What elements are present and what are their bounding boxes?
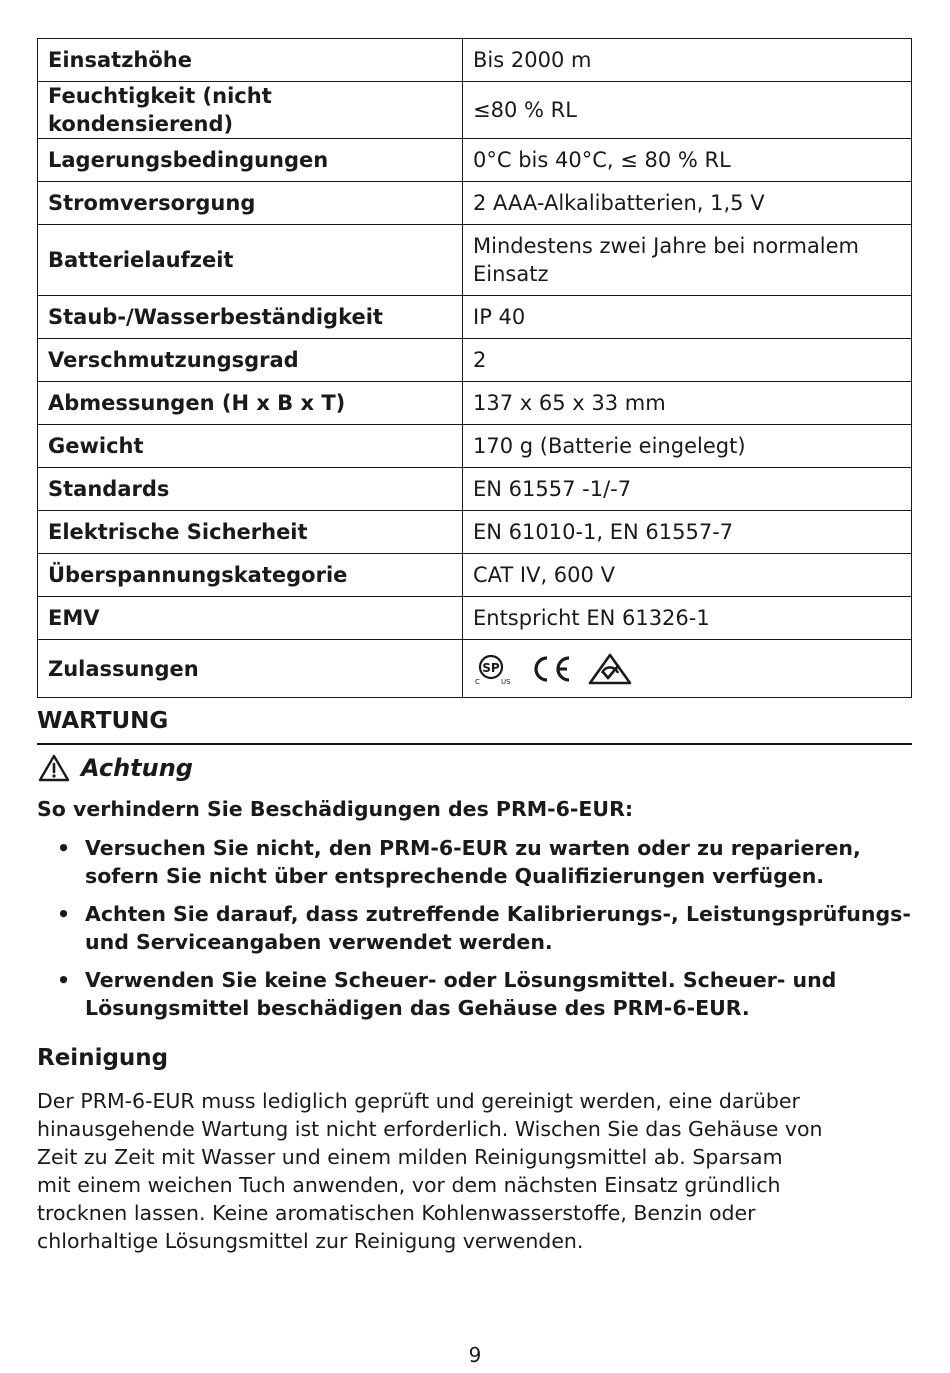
spec-label: Standards — [38, 468, 463, 511]
spec-value: Bis 2000 m — [463, 39, 912, 82]
spec-label: Zulassungen — [38, 640, 463, 698]
spec-label: Abmessungen (H x B x T) — [38, 382, 463, 425]
spec-label: Staub-/Wasserbeständigkeit — [38, 296, 463, 339]
spec-value: Entspricht EN 61326-1 — [463, 597, 912, 640]
certification-marks — [473, 652, 901, 686]
table-row — [38, 597, 912, 640]
list-item — [37, 834, 912, 890]
table-row — [38, 554, 912, 597]
list-item-text: Verwenden Sie keine Scheuer- oder Lösungsmittel. Scheuer- und Lösungsmittel beschädigen das Gehäuse des PRM-6-EUR. — [85, 968, 837, 1020]
table-row — [38, 511, 912, 554]
spec-label: Gewicht — [38, 425, 463, 468]
rcm-mark-icon — [587, 652, 633, 686]
table-row — [38, 468, 912, 511]
spec-value: 0°C bis 40°C, ≤ 80 % RL — [463, 139, 912, 182]
spec-label: Batterielaufzeit — [38, 225, 463, 296]
spec-label: Überspannungskategorie — [38, 554, 463, 597]
caution-title: Achtung — [81, 754, 193, 782]
bullet-icon: • — [57, 968, 71, 992]
spec-value: 2 AAA-Alkalibatterien, 1,5 V — [463, 182, 912, 225]
spec-value: 137 x 65 x 33 mm — [463, 382, 912, 425]
caution-intro: So verhindern Sie Beschädigungen des PRM-6-EUR: — [37, 797, 634, 821]
table-row — [38, 139, 912, 182]
table-row — [38, 339, 912, 382]
list-item-text: Achten Sie darauf, dass zutreffende Kalibrierungs-, Leistungsprüfungs- und Serviceangaben verwendet werden. — [85, 902, 911, 954]
cleaning-paragraph: Der PRM-6-EUR muss lediglich geprüft und gereinigt werden, eine darüber hinausgehende Wartung ist nicht erforderlich. Wischen Sie das Gehäuse von Zeit zu Zeit mit Wasser und einem milden Reinigungsmittel ab. Sparsam mit einem weichen Tuch anwenden, vor dem nächsten Einsatz gründlich trocknen lassen. Keine aromatischen Kohlenwasserstoffe, Benzin oder chlorhaltige Lösungsmittel zur Reinigung verwenden. — [37, 1089, 823, 1253]
spec-value: CAT IV, 600 V — [463, 554, 912, 597]
spec-label: EMV — [38, 597, 463, 640]
table-row — [38, 182, 912, 225]
spec-label: Verschmutzungsgrad — [38, 339, 463, 382]
spec-label: Stromversorgung — [38, 182, 463, 225]
spec-label: Lagerungsbedingungen — [38, 139, 463, 182]
spec-value: 170 g (Batterie eingelegt) — [463, 425, 912, 468]
page-number: 9 — [468, 1343, 482, 1367]
table-row — [38, 382, 912, 425]
table-row — [38, 82, 912, 139]
table-row — [38, 425, 912, 468]
table-row — [38, 225, 912, 296]
spec-label: Feuchtigkeit (nicht kondensierend) — [38, 82, 463, 139]
list-item — [37, 966, 912, 1022]
spec-value: EN 61557 -1/-7 — [463, 468, 912, 511]
spec-value: 2 — [463, 339, 912, 382]
csa-letters: SP — [482, 660, 500, 675]
table-row — [38, 296, 912, 339]
list-item — [37, 900, 912, 956]
spec-value: ≤80 % RL — [463, 82, 912, 139]
spec-value: Mindestens zwei Jahre bei normalem Einsatz — [463, 225, 912, 296]
caution-notice — [37, 753, 193, 783]
table-row — [38, 39, 912, 82]
bullet-icon: • — [57, 836, 71, 860]
ce-mark-icon — [529, 654, 573, 684]
section-heading-cleaning: Reinigung — [37, 1045, 169, 1071]
caution-list — [37, 834, 912, 1032]
section-heading-maintenance: WARTUNG — [37, 708, 169, 734]
spec-label: Einsatzhöhe — [38, 39, 463, 82]
csa-us-mark-icon — [473, 652, 515, 686]
specifications-table — [37, 38, 912, 698]
section-divider — [37, 743, 912, 745]
table-row — [38, 640, 912, 698]
csa-us-label: US — [501, 677, 511, 686]
spec-value-certifications — [463, 640, 912, 698]
list-item-text: Versuchen Sie nicht, den PRM-6-EUR zu warten oder zu reparieren, sofern Sie nicht über entsprechende Qualifizierungen verfügen. — [85, 836, 861, 888]
spec-value: EN 61010-1, EN 61557-7 — [463, 511, 912, 554]
bullet-icon: • — [57, 902, 71, 926]
spec-value: IP 40 — [463, 296, 912, 339]
spec-label: Elektrische Sicherheit — [38, 511, 463, 554]
warning-triangle-icon — [37, 753, 71, 783]
csa-c-label: C — [475, 677, 480, 686]
